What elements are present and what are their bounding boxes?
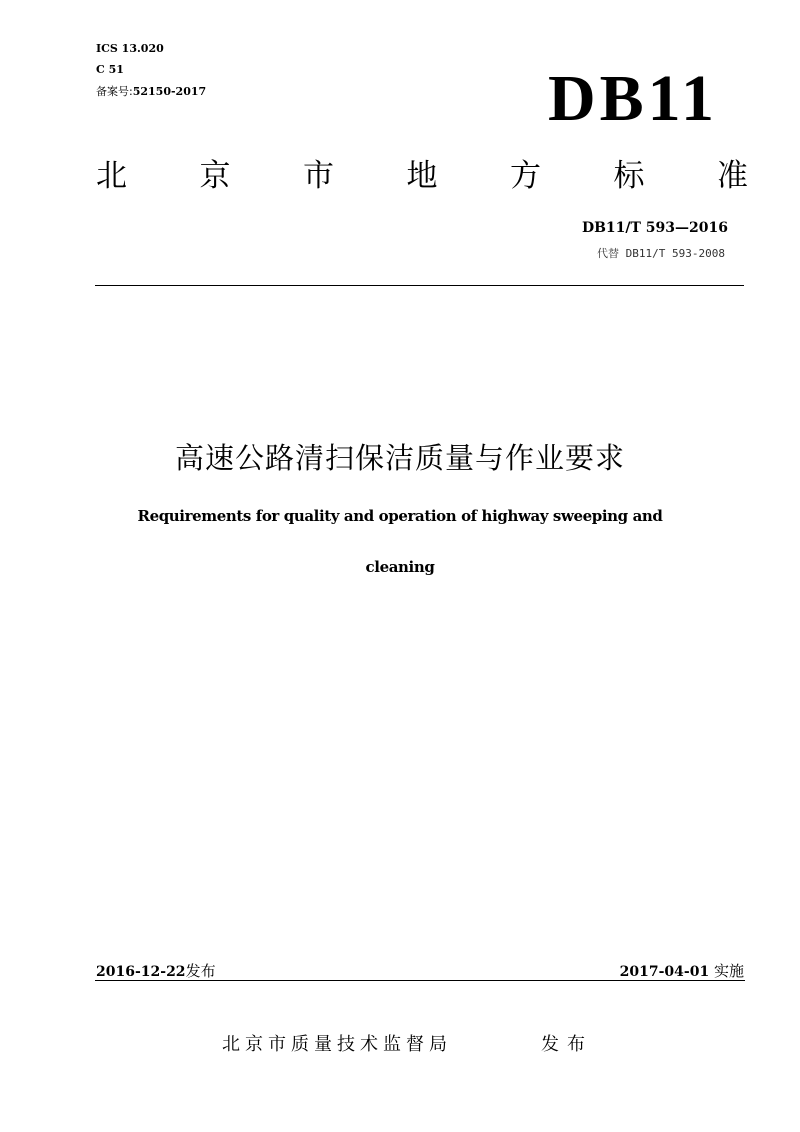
standard-type-char: 标: [613, 158, 645, 194]
publish-label: 发布: [185, 962, 216, 980]
ccs-code: C 51: [96, 63, 124, 76]
title-english-line2: cleaning: [365, 558, 435, 576]
standard-type-char: 市: [303, 158, 334, 194]
replaces-note: 代替 DB11/T 593-2008: [597, 247, 725, 260]
record-number-line: [96, 85, 206, 99]
publish-date-line: [96, 960, 216, 981]
effective-label: 实施: [713, 962, 744, 980]
record-number: 52150-2017: [132, 85, 207, 98]
title-chinese: 高速公路清扫保洁质量与作业要求: [174, 441, 625, 475]
publish-date: 2016-12-22: [96, 964, 186, 980]
standard-type-char: 北: [96, 158, 127, 194]
title-english-line1: Requirements for quality and operation of highway sweeping and: [137, 507, 663, 525]
standard-type: [96, 158, 748, 194]
issue-verb: 发布: [541, 1034, 593, 1055]
effective-date-line: [620, 960, 744, 981]
footer-divider: [95, 980, 745, 981]
ics-code: ICS 13.020: [96, 42, 164, 55]
standard-number: DB11/T 593—2016: [581, 220, 728, 236]
issuer: 北京市质量技术监督局: [222, 1034, 452, 1055]
standard-type-char: 京: [199, 158, 231, 194]
effective-date: 2017-04-01: [619, 964, 710, 980]
db-code: DB11: [547, 62, 718, 135]
header-divider: [95, 285, 744, 286]
standard-type-char: 方: [510, 158, 541, 194]
standard-type-char: 地: [406, 158, 438, 194]
record-label: 备案号:: [96, 85, 133, 98]
standard-type-char: 准: [717, 158, 748, 194]
